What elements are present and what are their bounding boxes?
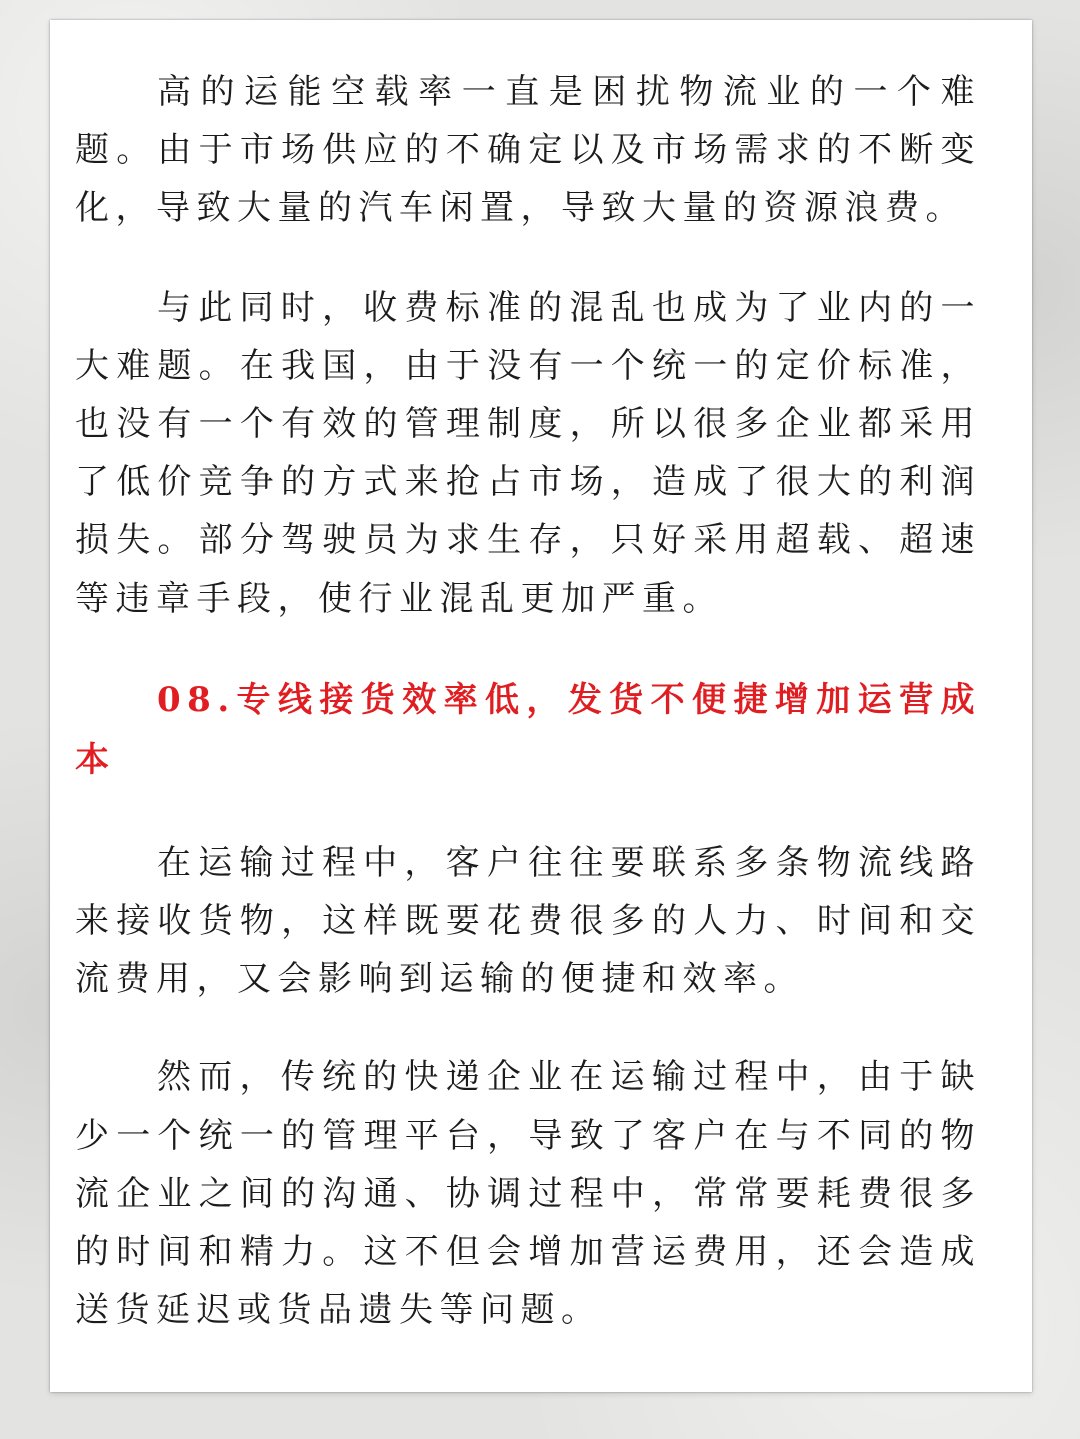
paragraph-receiving-goods: 在运输过程中，客户往往要联系多条物流线路来接收货物，这样既要花费很多的人力、时间和交流费用，又会影响到运输的便捷和效率。: [75, 842, 981, 1000]
paragraph-management-platform: 然而，传统的快递企业在运输过程中，由于缺少一个统一的管理平台，导致了客户在与不同的物流企业之间的沟通、协调过程中，常常要耗费很多的时间和精力。这不但会增加营运费用，还会造成送货延迟或货品遗失等问题。: [75, 1057, 981, 1331]
paragraph-empty-load-rate: 高的运能空载率一直是困扰物流业的一个难题。由于市场供应的不确定以及市场需求的不断变化，导致大量的汽车闲置，导致大量的资源浪费。: [75, 72, 981, 229]
section-heading: 08.专线接货效率低，发货不便捷增加运营成本: [75, 679, 981, 780]
paper-sheet: [50, 20, 1032, 1392]
paragraph-pricing-chaos: 与此同时，收费标准的混乱也成为了业内的一大难题。在我国，由于没有一个统一的定价标准，也没有一个有效的管理制度，所以很多企业都采用了低价竞争的方式来抢占市场，造成了很大的利润损失。部分驾驶员为求生存，只好采用超载、超速等违章手段，使行业混乱更加严重。: [75, 287, 981, 619]
article-body: [75, 63, 981, 1339]
